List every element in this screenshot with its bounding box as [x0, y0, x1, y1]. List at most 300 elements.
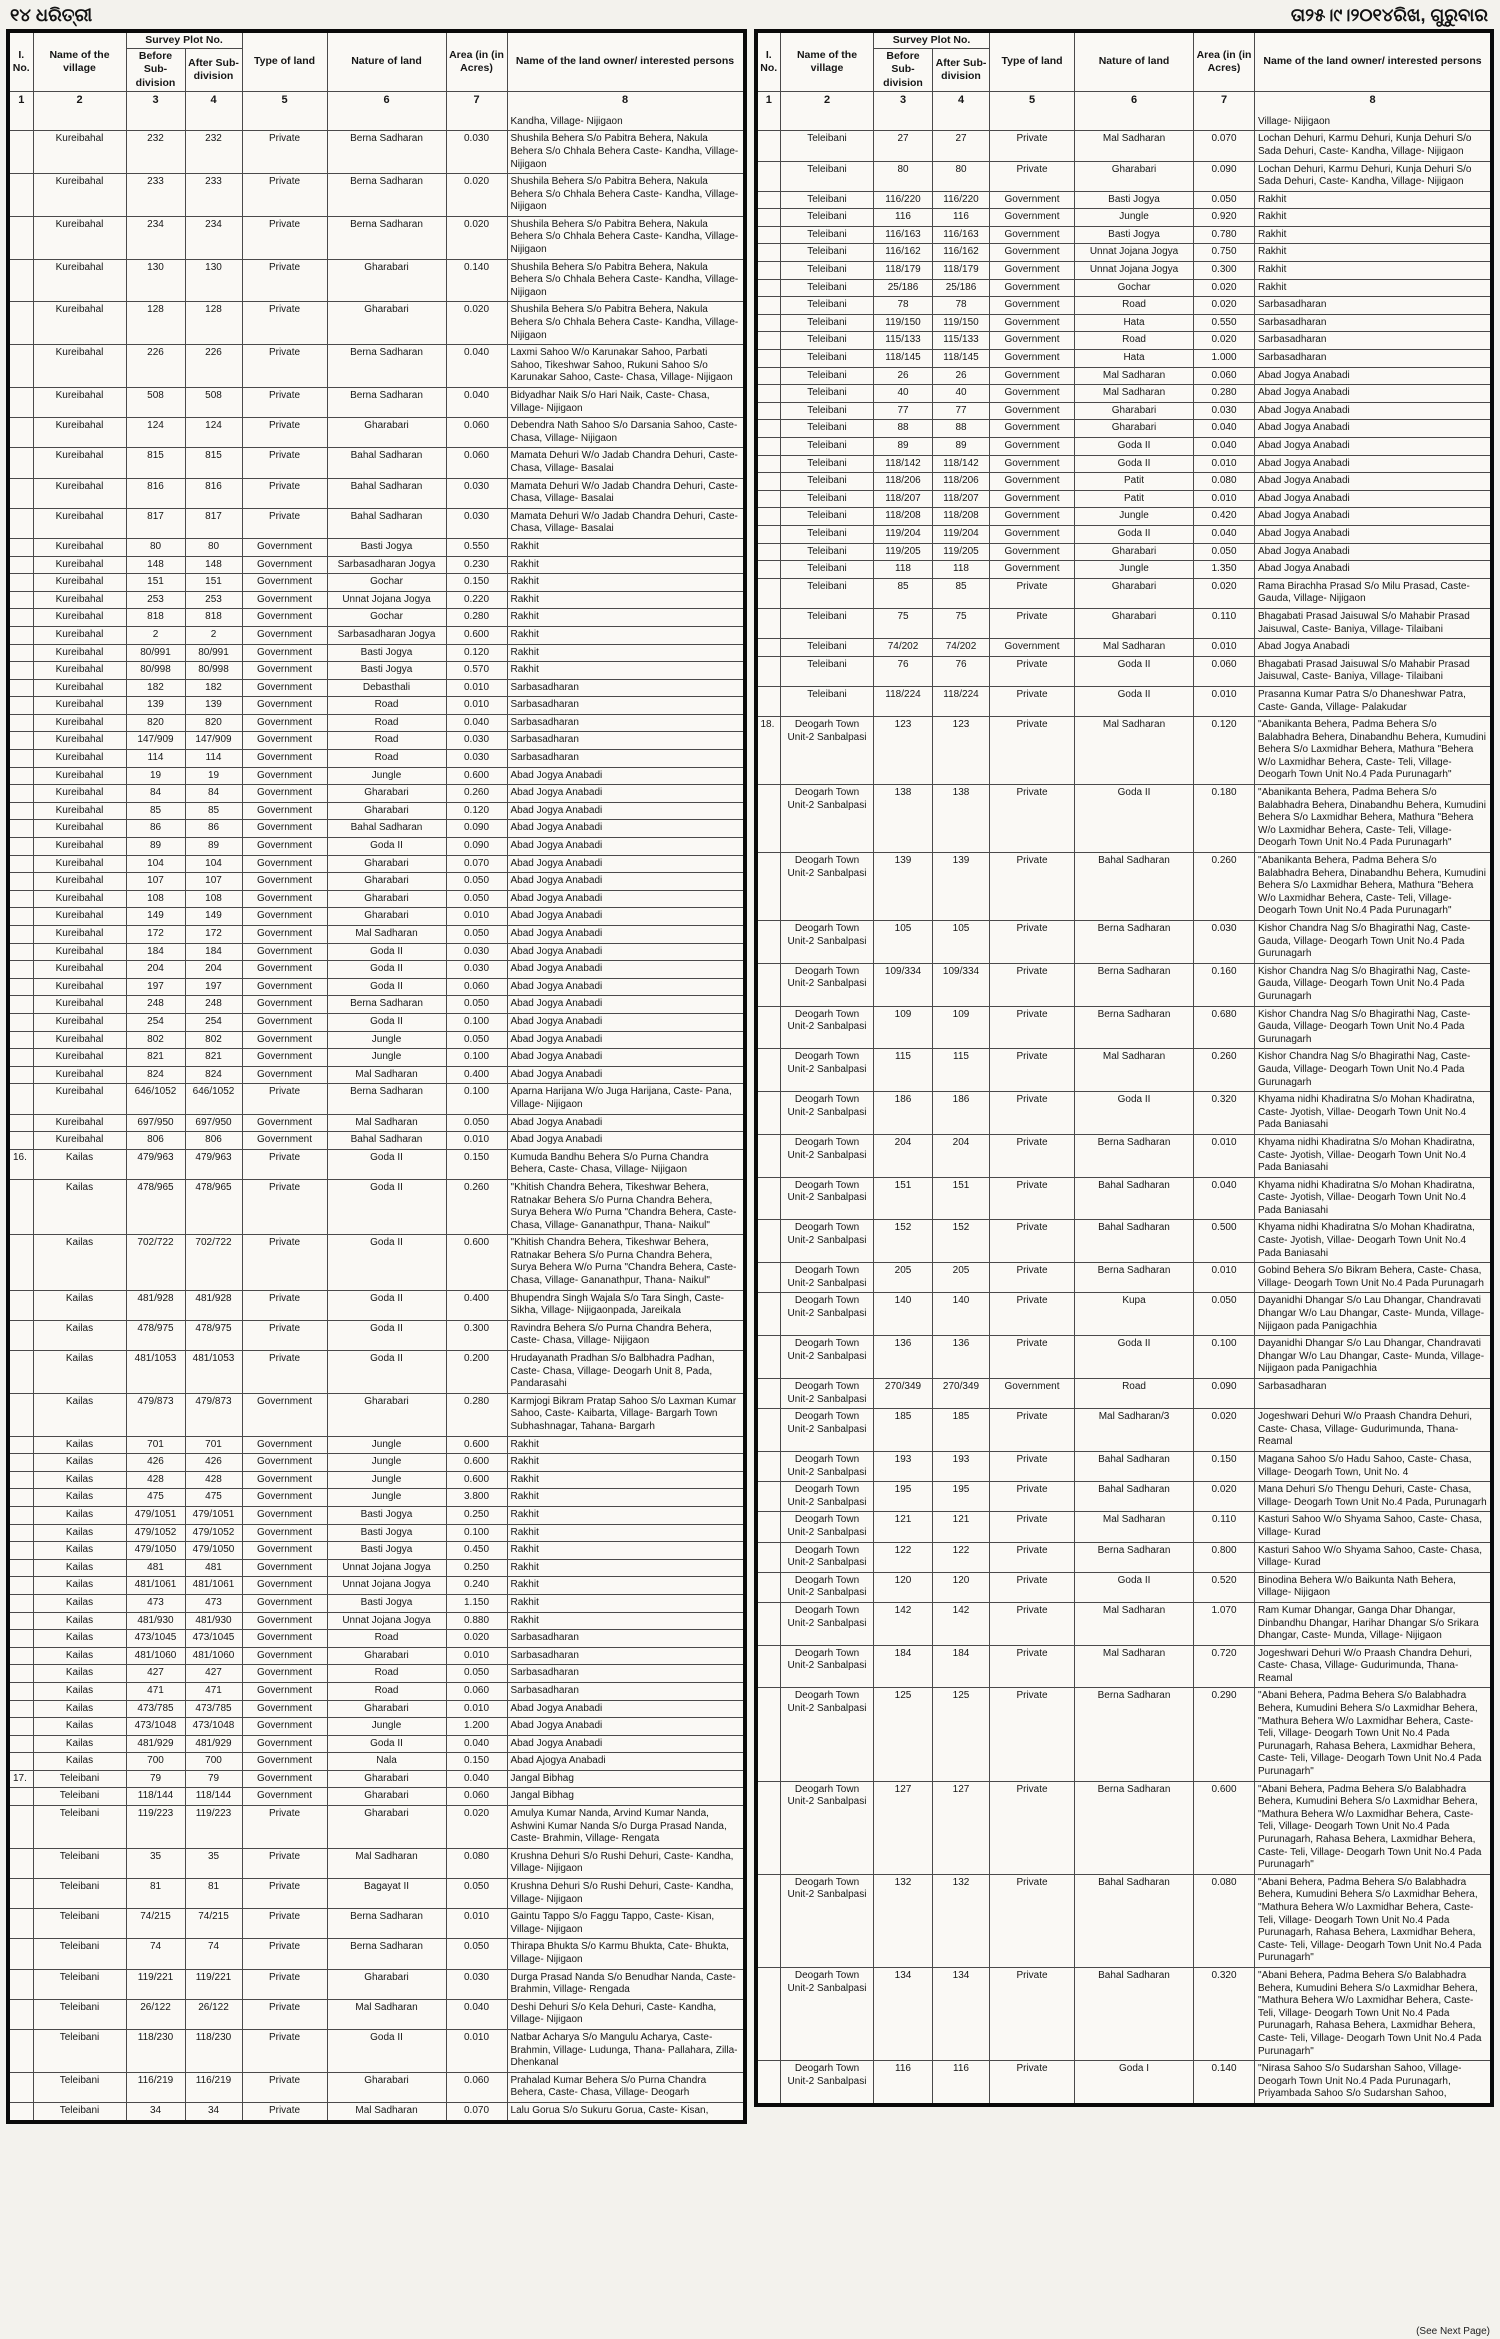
cell-land-nature: Basti Jogya: [1075, 226, 1194, 244]
cell-plot-after: 25/186: [933, 279, 990, 297]
cell-owner: "Abanikanta Behera, Padma Behera S/o Balabhadra Behera, Dinabandhu Behera, Kumudini Behera S/o Laxmidhar Behera, Mathura "Behera W/o Laxmidhar Behera, Caste- Teli, Village- Deogarh Town Unit No.4 Pada Purunagarh": [1255, 853, 1492, 921]
cell-village: Kailas: [33, 1700, 126, 1718]
cell-owner: Rakhit: [507, 1471, 744, 1489]
cell-village: Kureibahal: [33, 448, 126, 478]
cell-owner: "Abani Behera, Padma Behera S/o Balabhadra Behera, Kumudini Behera S/o Laxmidhar Behera, "Mathura Behera W/o Laxmidhar Behera, Caste- Teli, Village- Deogarh Town Unit No.4 Pada Purunagarh, Rahasa Behera, Laxmidhar Behera, Caste- Teli, Village- Deogarh Town Unit No.4 Pada Purunagarh": [1255, 1967, 1492, 2060]
cell-village: Kureibahal: [33, 714, 126, 732]
cell-serial: [8, 644, 33, 662]
col-num-4: 4: [185, 91, 242, 130]
cell-serial: [8, 508, 33, 538]
cell-serial: [756, 367, 781, 385]
cell-land-type: Government: [242, 574, 327, 592]
cell-plot-before: 35: [126, 1848, 185, 1878]
cell-land-nature: Unnat Jojana Jogya: [327, 1559, 446, 1577]
cell-serial: [8, 855, 33, 873]
cell-village: Teleibani: [33, 1806, 126, 1849]
cell-land-nature: Goda II: [327, 2029, 446, 2072]
cell-area: 0.090: [446, 820, 507, 838]
cell-serial: [756, 921, 781, 964]
table-row: [756, 385, 1493, 403]
cell-area: 0.600: [446, 1235, 507, 1290]
cell-plot-after: 128: [185, 302, 242, 345]
cell-land-type: Government: [242, 644, 327, 662]
cell-village: Kureibahal: [33, 908, 126, 926]
cell-plot-after: 806: [185, 1132, 242, 1150]
table-row: [8, 1806, 745, 1849]
cell-plot-after: 697/950: [185, 1114, 242, 1132]
cell-owner: Rakhit: [507, 1577, 744, 1595]
cell-area: 0.010: [1194, 455, 1255, 473]
cell-owner: Sarbasadharan: [507, 750, 744, 768]
cell-land-nature: Goda II: [1075, 656, 1194, 686]
cell-owner: "Nirasa Sahoo S/o Sudarshan Sahoo, Village- Deogarh Town Unit No.4 Pada Purunagarh, Priyambada Sahoo S/o Sudarshan Sahoo,: [1255, 2061, 1492, 2105]
cell-area: 0.030: [446, 750, 507, 768]
cell-village: Kailas: [33, 1594, 126, 1612]
table-row: [8, 131, 745, 174]
cell-plot-before: 205: [874, 1263, 933, 1293]
cell-land-type: Government: [242, 626, 327, 644]
cell-plot-after: 89: [933, 438, 990, 456]
cell-plot-before: 479/1051: [126, 1506, 185, 1524]
table-row: [8, 1969, 745, 1999]
cell-land-type: Government: [990, 561, 1075, 579]
cell-owner: Deshi Dehuri S/o Kela Dehuri, Caste- Kandha, Village- Nijigaon: [507, 1999, 744, 2029]
cell-area: 0.750: [1194, 244, 1255, 262]
cell-owner: Rakhit: [507, 1542, 744, 1560]
cell-plot-after: 473/1048: [185, 1718, 242, 1736]
cell-serial: [8, 448, 33, 478]
cell-plot-after: 123: [933, 717, 990, 785]
cell-plot-before: 118/142: [874, 455, 933, 473]
cell-owner: Laxmi Sahoo W/o Karunakar Sahoo, Parbati Sahoo, Tikeshwar Sahoo, Rukuni Sahoo S/o Karunakar Sahoo, Caste- Chasa, Village- Nijigaon: [507, 345, 744, 388]
col-num-7: 7: [446, 91, 507, 130]
cell-land-type: Government: [242, 767, 327, 785]
cell-land-nature: Sarbasadharan Jogya: [327, 556, 446, 574]
cell-area: 0.030: [446, 131, 507, 174]
cell-owner: Hrudayanath Pradhan S/o Balbhadra Padhan, Caste- Chasa, Village- Deogarh Unit 8, Pada, Pandarasahi: [507, 1351, 744, 1394]
cell-plot-before: 109/334: [874, 963, 933, 1006]
table-row: [756, 1379, 1493, 1409]
cell-land-nature: Mal Sadharan: [327, 1999, 446, 2029]
cell-plot-before: 89: [874, 438, 933, 456]
cell-owner: Abad Jogya Anabadi: [507, 1735, 744, 1753]
cell-land-nature: Gharabari: [327, 2072, 446, 2102]
cell-plot-after: 234: [185, 216, 242, 259]
cell-plot-after: 820: [185, 714, 242, 732]
cell-serial: [8, 961, 33, 979]
cell-village: Kailas: [33, 1612, 126, 1630]
cell-village: Kureibahal: [33, 302, 126, 345]
cell-serial: [8, 1665, 33, 1683]
table-row: [8, 644, 745, 662]
cell-village: Kureibahal: [33, 259, 126, 302]
cell-land-type: Government: [242, 890, 327, 908]
cell-land-type: Government: [242, 609, 327, 627]
cell-land-nature: Gharabari: [327, 1969, 446, 1999]
cell-owner: Shushila Behera S/o Pabitra Behera, Nakula Behera S/o Chhala Behera Caste- Kandha, Village- Nijigaon: [507, 216, 744, 259]
cell-land-type: Private: [990, 1602, 1075, 1645]
cell-area: 0.010: [1194, 1263, 1255, 1293]
cell-plot-after: 118/179: [933, 262, 990, 280]
table-row: [756, 543, 1493, 561]
cell-owner: Kishor Chandra Nag S/o Bhagirathi Nag, Caste- Gauda, Village- Deogarh Town Unit No.4 Pada Gurunagarh: [1255, 1049, 1492, 1092]
table-row: [8, 714, 745, 732]
cell-area: 0.030: [446, 1969, 507, 1999]
cell-land-type: Private: [242, 1179, 327, 1234]
cell-land-nature: Berna Sadharan: [1075, 1542, 1194, 1572]
table-row: [756, 1542, 1493, 1572]
cell-plot-before: 481: [126, 1559, 185, 1577]
col-num-5: 5: [242, 91, 327, 130]
cell-area: 0.040: [1194, 438, 1255, 456]
cell-owner: Aparna Harijana W/o Juga Harijana, Caste- Pana, Village- Nijigaon: [507, 1084, 744, 1114]
cell-land-nature: Goda II: [327, 1149, 446, 1179]
cell-land-nature: Berna Sadharan: [1075, 1134, 1194, 1177]
table-row: [8, 1848, 745, 1878]
table-row: [756, 656, 1493, 686]
cell-area: 0.060: [446, 2072, 507, 2102]
cell-area: 0.140: [1194, 2061, 1255, 2105]
cell-land-nature: Goda II: [327, 1735, 446, 1753]
cell-area: 1.000: [1194, 350, 1255, 368]
table-row: [756, 717, 1493, 785]
page-header: [0, 0, 1500, 29]
table-row: [8, 1393, 745, 1436]
cell-owner: Abad Jogya Anabadi: [1255, 490, 1492, 508]
cell-plot-before: 104: [126, 855, 185, 873]
cell-serial: [8, 1969, 33, 1999]
col-num-2: 2: [33, 91, 126, 130]
table-row: [756, 639, 1493, 657]
cell-plot-after: 118/144: [185, 1788, 242, 1806]
cell-owner: Sarbasadharan: [507, 732, 744, 750]
cell-owner: Shushila Behera S/o Pabitra Behera, Nakula Behera S/o Chhala Behera Caste- Kandha, Village- Nijigaon: [507, 302, 744, 345]
continuation-text: Village- Nijigaon: [1258, 115, 1331, 127]
cell-plot-before: 821: [126, 1049, 185, 1067]
col-num-8: [1255, 91, 1492, 130]
cell-area: 0.290: [1194, 1688, 1255, 1781]
cell-land-type: Government: [990, 244, 1075, 262]
cell-land-nature: Road: [1075, 332, 1194, 350]
cell-plot-after: 481/928: [185, 1290, 242, 1320]
cell-plot-after: 817: [185, 508, 242, 538]
cell-owner: Prasanna Kumar Patra S/o Dhaneshwar Patra, Caste- Ganda, Village- Palakudar: [1255, 686, 1492, 716]
cell-owner: Sarbasadharan: [507, 697, 744, 715]
cell-plot-before: 80/998: [126, 662, 185, 680]
cell-serial: [8, 1718, 33, 1736]
cell-village: Kureibahal: [33, 216, 126, 259]
cell-owner: Rakhit: [507, 1489, 744, 1507]
cell-owner: Abad Jogya Anabadi: [1255, 639, 1492, 657]
cell-owner: Sarbasadharan: [507, 714, 744, 732]
cell-plot-before: 116: [874, 209, 933, 227]
cell-land-nature: Gharabari: [1075, 420, 1194, 438]
cell-area: 0.080: [1194, 1874, 1255, 1967]
cell-land-type: Government: [242, 943, 327, 961]
cell-serial: [8, 131, 33, 174]
cell-serial: [756, 1781, 781, 1874]
cell-plot-after: 88: [933, 420, 990, 438]
cell-area: 0.050: [1194, 191, 1255, 209]
cell-plot-before: 478/965: [126, 1179, 185, 1234]
cell-plot-before: 646/1052: [126, 1084, 185, 1114]
cell-owner: Shushila Behera S/o Pabitra Behera, Nakula Behera S/o Chhala Behera Caste- Kandha, Village- Nijigaon: [507, 131, 744, 174]
cell-land-type: Private: [990, 921, 1075, 964]
cell-plot-after: 471: [185, 1682, 242, 1700]
cell-owner: "Abani Behera, Padma Behera S/o Balabhadra Behera, Kumudini Behera S/o Laxmidhar Behera, "Mathura Behera W/o Laxmidhar Behera, Caste- Teli, Village- Deogarh Town Unit No.4 Pada Purunagarh, Rahasa Behera, Laxmidhar Behera, Caste- Teli, Village- Deogarh Town Unit No.4 Pada Purunagarh": [1255, 1874, 1492, 1967]
cell-land-type: Government: [242, 1647, 327, 1665]
cell-owner: Krushna Dehuri S/o Rushi Dehuri, Caste- Kandha, Village- Nijigaon: [507, 1879, 744, 1909]
cell-owner: "Abanikanta Behera, Padma Behera S/o Balabhadra Behera, Dinabandhu Behera, Kumudini Behera S/o Laxmidhar Behera, Mathura "Behera W/o Laxmidhar Behera, Caste- Teli, Village- Deogarh Town Unit No.4 Pada Purunagarh": [1255, 717, 1492, 785]
cell-village: Deogarh Town Unit-2 Sanbalpasi: [781, 1409, 874, 1452]
cell-area: 0.600: [1194, 1781, 1255, 1874]
cell-serial: [8, 556, 33, 574]
cell-land-type: Private: [242, 1879, 327, 1909]
cell-village: Kureibahal: [33, 574, 126, 592]
cell-land-type: Private: [990, 1049, 1075, 1092]
cell-village: Teleibani: [781, 525, 874, 543]
cell-plot-after: 184: [933, 1645, 990, 1688]
cell-land-nature: Basti Jogya: [327, 1594, 446, 1612]
cell-area: 0.010: [446, 1909, 507, 1939]
cell-area: 0.060: [446, 418, 507, 448]
continuation-text: Kandha, Village- Nijigaon: [510, 115, 623, 127]
cell-serial: [8, 838, 33, 856]
cell-owner: "Abanikanta Behera, Padma Behera S/o Balabhadra Behera, Dinabandhu Behera, Kumudini Behera S/o Laxmidhar Behera, Mathura "Behera W/o Laxmidhar Behera, Caste- Teli, Village- Deogarh Town Unit No.4 Pada Purunagarh": [1255, 785, 1492, 853]
cell-owner: Khyama nidhi Khadiratna S/o Mohan Khadiratna, Caste- Jyotish, Villae- Deogarh Town Unit No.4 Pada Baniasahi: [1255, 1177, 1492, 1220]
cell-land-type: Government: [990, 314, 1075, 332]
cell-owner: Rakhit: [1255, 279, 1492, 297]
cell-plot-after: 85: [933, 578, 990, 608]
cell-plot-after: 481/1053: [185, 1351, 242, 1394]
cell-village: Kureibahal: [33, 556, 126, 574]
cell-area: 0.080: [446, 1848, 507, 1878]
cell-area: 0.420: [1194, 508, 1255, 526]
col-header-type: Type of land: [242, 31, 327, 91]
cell-plot-after: 76: [933, 656, 990, 686]
cell-area: 0.450: [446, 1542, 507, 1560]
cell-plot-after: 151: [933, 1177, 990, 1220]
cell-plot-before: 234: [126, 216, 185, 259]
cell-owner: Kishor Chandra Nag S/o Bhagirathi Nag, Caste- Gauda, Village- Deogarh Town Unit No.4 Pada Gurunagarh: [1255, 921, 1492, 964]
cell-plot-after: 80: [933, 161, 990, 191]
cell-land-type: Government: [242, 926, 327, 944]
cell-land-nature: Mal Sadharan/3: [1075, 1409, 1194, 1452]
cell-owner: Dayanidhi Dhangar S/o Lau Dhangar, Chandravati Dhangar W/o Lau Dhangar, Caste- Munda, Village- Nijigaon pada Panigachhia: [1255, 1293, 1492, 1336]
cell-owner: "Abani Behera, Padma Behera S/o Balabhadra Behera, Kumudini Behera S/o Laxmidhar Behera, "Mathura Behera W/o Laxmidhar Behera, Caste- Teli, Village- Deogarh Town Unit No.4 Pada Purunagarh, Rahasa Behera, Laxmidhar Behera, Caste- Teli, Village- Deogarh Town Unit No.4 Pada Purunagarh": [1255, 1781, 1492, 1874]
cell-village: Kailas: [33, 1320, 126, 1350]
cell-owner: "Khitish Chandra Behera, Tikeshwar Behera, Ratnakar Behera S/o Purna Chandra Behera, Surya Behera W/o Purna "Chandra Behera, Caste- Chasa, Village- Gananathpur, Thana- Naikul": [507, 1179, 744, 1234]
cell-serial: [8, 216, 33, 259]
cell-land-nature: Goda II: [327, 943, 446, 961]
cell-owner: Sarbasadharan: [507, 1647, 744, 1665]
cell-land-type: Private: [990, 1006, 1075, 1049]
cell-owner: Abad Jogya Anabadi: [507, 873, 744, 891]
cell-serial: [8, 1559, 33, 1577]
cell-owner: Abad Jogya Anabadi: [507, 1132, 744, 1150]
cell-plot-after: 270/349: [933, 1379, 990, 1409]
cell-village: Kureibahal: [33, 1132, 126, 1150]
cell-land-nature: Road: [1075, 297, 1194, 315]
cell-land-type: Private: [242, 388, 327, 418]
cell-serial: 17.: [8, 1770, 33, 1788]
cell-plot-after: 108: [185, 890, 242, 908]
table-row: [8, 908, 745, 926]
cell-village: Deogarh Town Unit-2 Sanbalpasi: [781, 1134, 874, 1177]
cell-plot-before: 79: [126, 1770, 185, 1788]
table-row: [8, 1735, 745, 1753]
cell-village: Teleibani: [781, 332, 874, 350]
cell-land-type: Government: [242, 1735, 327, 1753]
cell-serial: [756, 420, 781, 438]
cell-plot-after: 473/1045: [185, 1630, 242, 1648]
cell-land-nature: Bahal Sadharan: [327, 820, 446, 838]
cell-area: 0.050: [446, 1665, 507, 1683]
table-row: [756, 279, 1493, 297]
table-row: [756, 209, 1493, 227]
cell-plot-before: 140: [874, 1293, 933, 1336]
cell-land-type: Government: [242, 1612, 327, 1630]
cell-owner: Rakhit: [507, 626, 744, 644]
table-row: [8, 1770, 745, 1788]
cell-serial: [8, 714, 33, 732]
cell-plot-before: 427: [126, 1665, 185, 1683]
table-row: [8, 556, 745, 574]
table-row: [8, 1471, 745, 1489]
col-num-6: 6: [1075, 91, 1194, 130]
cell-village: Teleibani: [781, 420, 874, 438]
table-row: [756, 1263, 1493, 1293]
cell-village: Kailas: [33, 1489, 126, 1507]
cell-land-nature: Bahal Sadharan: [1075, 1874, 1194, 1967]
cell-land-nature: Jungle: [327, 767, 446, 785]
cell-land-type: Government: [242, 1471, 327, 1489]
cell-village: Kureibahal: [33, 644, 126, 662]
cell-owner: Jangal Bibhag: [507, 1788, 744, 1806]
cell-serial: [756, 1293, 781, 1336]
cell-land-nature: Mal Sadharan: [327, 926, 446, 944]
cell-land-nature: Jungle: [327, 1471, 446, 1489]
cell-land-nature: Unnat Jojana Jogya: [1075, 244, 1194, 262]
cell-plot-before: 184: [126, 943, 185, 961]
cell-land-type: Private: [242, 1939, 327, 1969]
cell-plot-before: 193: [874, 1451, 933, 1481]
col-num-2: 2: [781, 91, 874, 130]
cell-land-nature: Road: [327, 697, 446, 715]
cell-village: Deogarh Town Unit-2 Sanbalpasi: [781, 717, 874, 785]
table-row: [8, 508, 745, 538]
cell-land-nature: Goda II: [327, 1290, 446, 1320]
cell-land-nature: Mal Sadharan: [1075, 385, 1194, 403]
cell-owner: Bhagabati Prasad Jaisuwal S/o Mahabir Prasad Jaisuwal, Caste- Baniya, Village- Tilaibani: [1255, 608, 1492, 638]
cell-plot-after: 481/929: [185, 1735, 242, 1753]
cell-area: 0.050: [446, 1114, 507, 1132]
cell-owner: Mana Dehuri S/o Thengu Dehuri, Caste- Chasa, Village- Deogarh Town Unit No.4 Pada, Purunagarh: [1255, 1482, 1492, 1512]
cell-plot-after: 119/205: [933, 543, 990, 561]
cell-area: 0.070: [1194, 131, 1255, 161]
cell-land-nature: Basti Jogya: [327, 1542, 446, 1560]
cell-plot-before: 74/202: [874, 639, 933, 657]
table-row: [756, 1451, 1493, 1481]
table-row: [756, 1688, 1493, 1781]
cell-land-type: Private: [990, 1512, 1075, 1542]
masthead-right: ତା୨୫।୯।୨୦୧୪ରିଖ, ଗୁରୁବାର: [1290, 5, 1488, 25]
cell-serial: [756, 1542, 781, 1572]
cell-serial: [8, 418, 33, 448]
cell-village: Kureibahal: [33, 750, 126, 768]
cell-area: 0.040: [446, 345, 507, 388]
table-row: [8, 1999, 745, 2029]
cell-land-nature: Berna Sadharan: [327, 216, 446, 259]
cell-area: 0.050: [446, 1879, 507, 1909]
cell-serial: [8, 1290, 33, 1320]
cell-plot-after: 802: [185, 1031, 242, 1049]
cell-plot-before: 118/144: [126, 1788, 185, 1806]
cell-plot-after: 253: [185, 591, 242, 609]
cell-land-type: Government: [242, 1770, 327, 1788]
cell-plot-after: 116/163: [933, 226, 990, 244]
cell-area: 0.260: [1194, 853, 1255, 921]
cell-land-nature: Goda II: [1075, 686, 1194, 716]
cell-land-nature: Gharabari: [1075, 402, 1194, 420]
cell-area: 0.160: [1194, 963, 1255, 1006]
table-row: [756, 608, 1493, 638]
cell-owner: Abad Jogya Anabadi: [507, 978, 744, 996]
cell-plot-before: 149: [126, 908, 185, 926]
cell-plot-after: 74: [185, 1939, 242, 1969]
cell-land-nature: Gharabari: [1075, 161, 1194, 191]
cell-plot-after: 26/122: [185, 1999, 242, 2029]
table-row: [756, 473, 1493, 491]
cell-plot-before: 132: [874, 1874, 933, 1967]
cell-land-nature: Gharabari: [1075, 608, 1194, 638]
table-row: [8, 890, 745, 908]
cell-land-type: Government: [242, 1489, 327, 1507]
cell-owner: Ravindra Behera S/o Purna Chandra Behera, Caste- Chasa, Village- Nijigaon: [507, 1320, 744, 1350]
cell-plot-before: 426: [126, 1454, 185, 1472]
cell-land-type: Government: [242, 1013, 327, 1031]
cell-plot-after: 139: [933, 853, 990, 921]
cell-plot-after: 86: [185, 820, 242, 838]
cell-area: 0.030: [1194, 921, 1255, 964]
cell-land-nature: Goda II: [327, 1351, 446, 1394]
cell-land-nature: Jungle: [327, 1454, 446, 1472]
cell-area: 0.260: [446, 1179, 507, 1234]
cell-area: 0.060: [446, 978, 507, 996]
cell-area: 0.280: [1194, 385, 1255, 403]
cell-plot-before: 253: [126, 591, 185, 609]
table-row: [8, 1577, 745, 1595]
cell-plot-before: 248: [126, 996, 185, 1014]
cell-village: Kureibahal: [33, 418, 126, 448]
cell-land-type: Government: [242, 1700, 327, 1718]
col-header-owner: Name of the land owner/ interested persons: [507, 31, 744, 91]
cell-plot-after: 116/220: [933, 191, 990, 209]
table-row: [8, 1647, 745, 1665]
header-row: [756, 31, 1493, 49]
cell-land-type: Government: [990, 639, 1075, 657]
cell-area: 0.240: [446, 1577, 507, 1595]
table-row: [756, 226, 1493, 244]
table-row: [8, 750, 745, 768]
cell-plot-after: 118/206: [933, 473, 990, 491]
cell-plot-after: 127: [933, 1781, 990, 1874]
cell-land-type: Government: [242, 996, 327, 1014]
cell-village: Kureibahal: [33, 345, 126, 388]
cell-owner: Kumuda Bandhu Behera S/o Purna Chandra Behera, Caste- Chasa, Village- Nijigaon: [507, 1149, 744, 1179]
cell-owner: Binodina Behera W/o Baikunta Nath Behera, Village- Nijigaon: [1255, 1572, 1492, 1602]
cell-plot-after: 426: [185, 1454, 242, 1472]
